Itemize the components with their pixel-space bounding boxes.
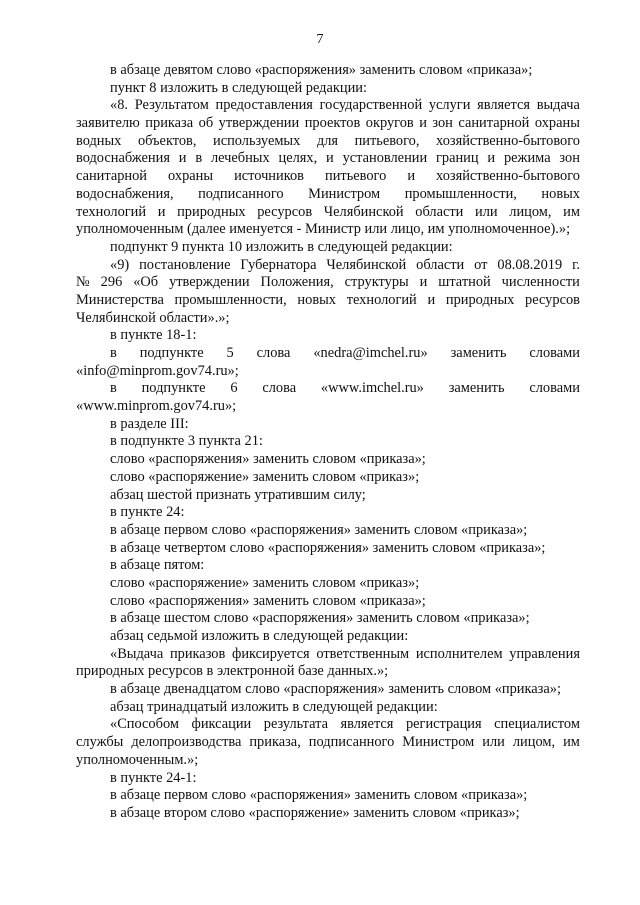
word: «nedra@imchel.ru» — [313, 345, 428, 361]
text-line — [76, 115, 580, 133]
word: охраны — [168, 168, 214, 185]
word: лечебных — [210, 150, 270, 167]
word: исполнителем — [415, 645, 503, 662]
text-line: Челябинской области».»; — [76, 309, 230, 326]
word: водных — [76, 132, 122, 149]
word: зон — [559, 150, 580, 167]
text-line: «www.minprom.gov74.ru»; — [76, 398, 237, 415]
word: «8. — [110, 97, 128, 114]
word: фиксируется — [232, 645, 310, 662]
word: и — [419, 274, 428, 291]
word: «Выдача — [110, 645, 164, 662]
word: «9) — [110, 256, 130, 273]
word: 6 — [230, 380, 238, 397]
word: г. — [572, 256, 580, 273]
text-line: в пункте 18-1: — [110, 327, 197, 344]
word: в — [110, 380, 117, 397]
text-line — [76, 150, 580, 168]
word: ресурсов — [525, 291, 580, 308]
text-line: слово «распоряжение» заменить словом «приказ»; — [110, 468, 420, 485]
word: водоснабжения — [76, 150, 170, 167]
text-line — [76, 646, 580, 664]
word: государственной — [319, 97, 423, 114]
word: подпункте — [139, 345, 204, 361]
word: Губернатора — [240, 256, 317, 273]
word: 296 — [100, 274, 123, 291]
word: и — [407, 168, 416, 185]
word: структуры — [344, 274, 409, 291]
text-line — [76, 257, 580, 275]
word: специалистом — [494, 716, 580, 733]
word: «Об — [133, 274, 159, 291]
word: Министерства — [76, 291, 164, 308]
word: проектов — [304, 115, 361, 132]
word: Положения, — [260, 274, 334, 291]
word: санитарной — [458, 115, 530, 132]
text-line — [76, 380, 580, 398]
word: используемых — [213, 132, 301, 149]
text-line — [76, 186, 580, 204]
word: № — [76, 274, 90, 291]
text-line: абзац тринадцатый изложить в следующей редакции: — [110, 698, 438, 715]
text-line: в абзаце пятом: — [110, 557, 205, 574]
text-line: в абзаце первом слово «распоряжения» заменить словом «приказа»; — [110, 787, 528, 804]
word: новых — [541, 185, 580, 202]
word: и — [419, 115, 427, 132]
word: и — [487, 150, 496, 167]
word: приказов — [169, 645, 226, 662]
word: словами — [529, 345, 580, 361]
text-line: абзац седьмой изложить в следующей редакции: — [110, 628, 409, 644]
text-line: в абзаце первом слово «распоряжения» заменить словом «приказа»; — [110, 521, 528, 538]
word: штатной — [438, 274, 491, 291]
word: и — [157, 203, 166, 220]
text-line: уполномоченным (далее именуется - Министр или лицо, им уполномоченное).»; — [76, 221, 571, 238]
word: слова — [256, 345, 291, 361]
word: питьевого — [325, 168, 387, 185]
text-line: «info@minprom.gov74.ru»; — [76, 362, 239, 379]
word: зон — [432, 115, 453, 132]
word: 5 — [226, 345, 234, 361]
word: Челябинской — [326, 256, 407, 273]
word: округов — [365, 115, 414, 132]
word: промышленности, — [174, 291, 287, 308]
text-line: в абзаце девятом слово «распоряжения» заменить словом «приказа»; — [110, 62, 533, 78]
word: Челябинской — [323, 203, 404, 220]
word: от — [474, 256, 488, 273]
word: подписанного — [198, 185, 284, 202]
word: постановление — [139, 256, 231, 273]
word: границ — [436, 150, 479, 167]
text-line — [76, 345, 580, 363]
word: хозяйственно-бытового — [436, 132, 580, 149]
text-line — [76, 734, 580, 752]
word: технологий — [76, 203, 147, 220]
text-line: слово «распоряжение» заменить словом «приказ»; — [110, 574, 420, 591]
text-line: в абзаце шестом слово «распоряжения» заменить словом «приказа»; — [110, 610, 530, 627]
word: им — [563, 734, 580, 751]
text-line: в пункте 24: — [110, 504, 185, 521]
word: предоставления — [215, 97, 313, 114]
word: природных — [445, 291, 515, 308]
text-line: уполномоченным.»; — [76, 751, 199, 768]
word: «Способом — [110, 716, 179, 733]
word: технологий — [346, 291, 417, 308]
word: выдача — [536, 97, 580, 114]
word: и — [178, 150, 187, 167]
text-line: в пункте 24-1: — [110, 769, 197, 786]
word: в — [195, 150, 203, 167]
word: службы — [76, 734, 124, 751]
word: Министром — [308, 185, 381, 202]
word: области — [415, 203, 464, 220]
page-number: 7 — [316, 32, 324, 47]
word: питьевого, — [354, 132, 420, 149]
word: природных — [177, 203, 246, 220]
word: ресурсов — [257, 203, 313, 220]
word: приказа — [145, 115, 194, 132]
document-body — [76, 62, 580, 823]
word: заменить — [448, 380, 505, 397]
text-line — [76, 97, 580, 115]
word: или — [482, 734, 505, 751]
text-line: в абзаце четвертом слово «распоряжения» заменить словом «приказа»; — [110, 539, 546, 556]
word: регистрация — [405, 716, 482, 733]
word: делопроизводства — [131, 734, 242, 751]
word: и — [427, 291, 436, 308]
word: Результатом — [134, 97, 209, 114]
word: и — [326, 150, 334, 167]
text-line — [76, 716, 580, 734]
word: услуги — [428, 97, 471, 114]
text-line: слово «распоряжения» заменить словом «приказа»; — [110, 592, 426, 609]
word: является — [340, 716, 394, 733]
word: результата — [263, 716, 328, 733]
word: подпункте — [141, 380, 206, 397]
text-line — [76, 133, 580, 151]
word: управления — [509, 645, 580, 662]
text-line: в разделе III: — [110, 415, 189, 432]
word: заменить — [450, 345, 507, 361]
word: является — [477, 97, 530, 114]
word: установлении — [342, 150, 428, 167]
word: приказа, — [249, 734, 301, 751]
word: численности — [501, 274, 580, 291]
text-line: в абзаце двенадцатом слово «распоряжения» заменить словом «приказа»; — [110, 681, 561, 698]
word: или — [475, 203, 498, 220]
word: лицом, — [512, 734, 556, 751]
word: хозяйственно-бытового — [436, 168, 580, 185]
word: объектов, — [137, 132, 197, 149]
text-line: в абзаце втором слово «распоряжение» заменить словом «приказ»; — [110, 804, 520, 821]
word: режима — [503, 150, 551, 167]
word: промышленности, — [404, 185, 517, 202]
word: водоснабжения, — [76, 185, 174, 202]
text-line: природных ресурсов в электронной базе данных.»; — [76, 663, 389, 680]
text-line: в подпункте 3 пункта 21: — [110, 433, 263, 450]
word: для — [316, 132, 339, 149]
word: Министром — [402, 734, 475, 751]
text-line — [76, 168, 580, 186]
word: слова — [262, 380, 297, 397]
word: охраны — [534, 115, 580, 132]
word: фиксации — [191, 716, 252, 733]
word: области — [416, 256, 465, 273]
word: лицом, — [509, 203, 552, 220]
word: ответственным — [316, 645, 410, 662]
word: «www.imchel.ru» — [320, 380, 424, 397]
word: подписанного — [308, 734, 395, 751]
word: словами — [529, 380, 580, 397]
word: источников — [234, 168, 304, 185]
word: утверждении — [218, 115, 300, 132]
word: в — [110, 345, 117, 361]
word: им — [563, 203, 580, 220]
word: об — [198, 115, 214, 132]
text-line — [76, 274, 580, 292]
text-line: пункт 8 изложить в следующей редакции: — [110, 79, 367, 96]
text-line: подпункт 9 пункта 10 изложить в следующей редакции: — [110, 238, 453, 255]
word: утверждении — [169, 274, 250, 291]
word: санитарной — [76, 168, 147, 185]
word: целях, — [278, 150, 318, 167]
text-line — [76, 292, 580, 310]
text-line: слово «распоряжения» заменить словом «приказа»; — [110, 451, 426, 468]
text-line: абзац шестой признать утратившим силу; — [110, 486, 366, 503]
word: 08.08.2019 — [497, 256, 563, 273]
word: заявителю — [76, 115, 140, 132]
word: новых — [297, 291, 336, 308]
text-line — [76, 204, 580, 222]
